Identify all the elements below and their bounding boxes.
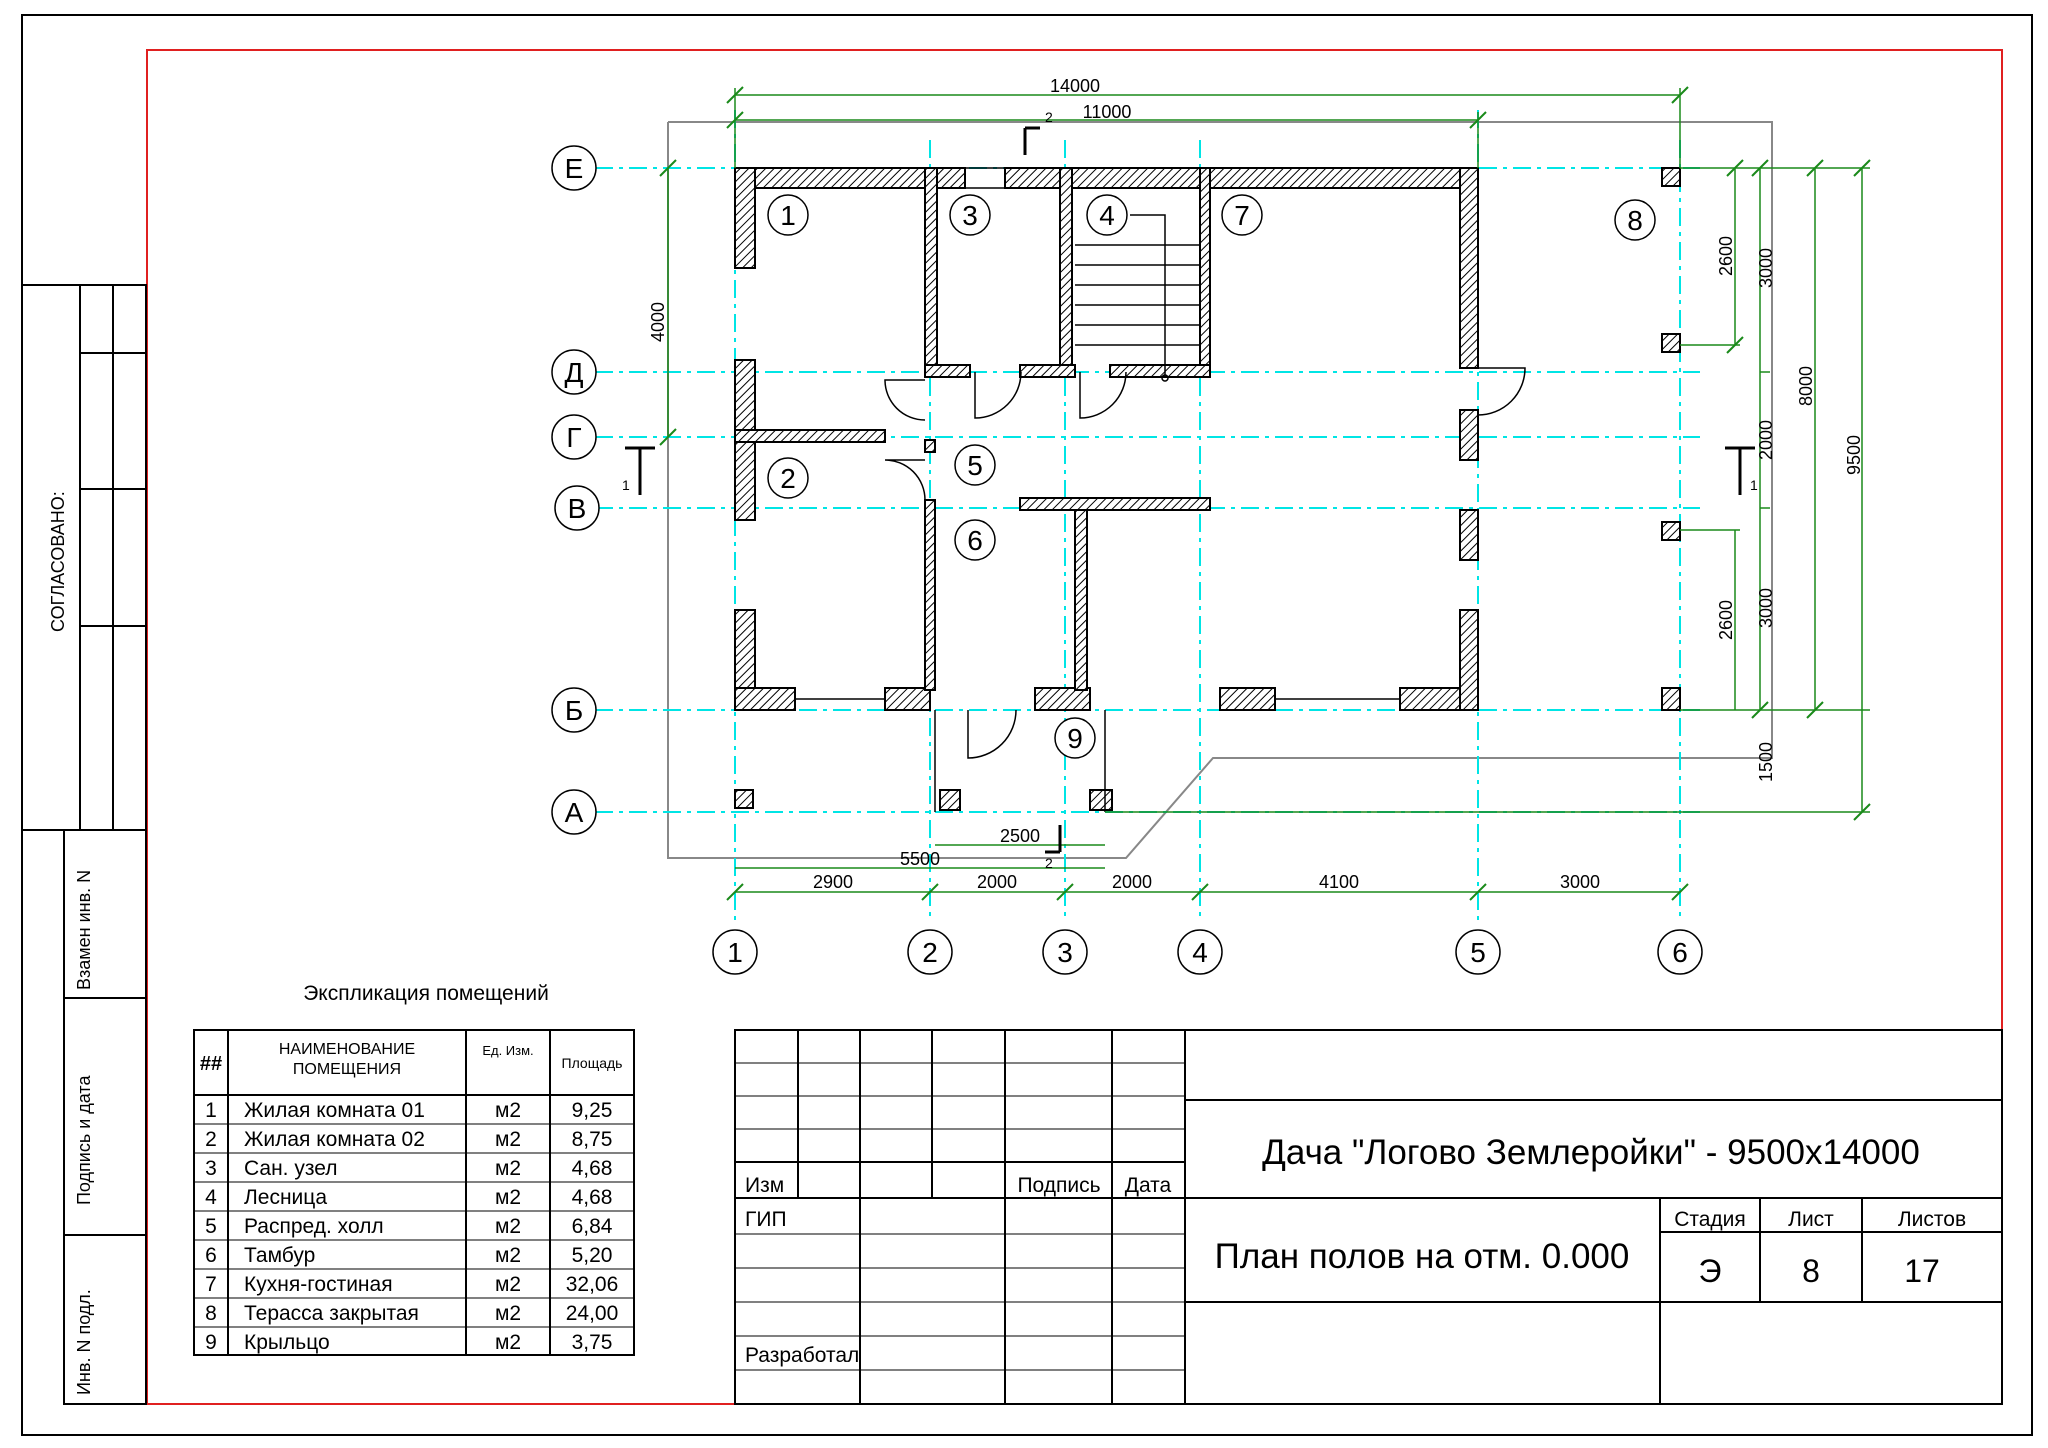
walls [735,168,1680,810]
explication-cell: м2 [494,1157,522,1180]
axis-marker-G [552,415,596,459]
svg-text:В: В [567,493,587,524]
svg-text:1: 1 [780,200,796,231]
replace-inv-label: Взамен инв. N [74,869,94,990]
sheet-number-label: Лист [1788,1208,1834,1231]
dim-bottom-2: 2000 [976,872,1018,892]
room-marker-3 [950,195,990,235]
axis-marker-D [552,350,596,394]
dim-right-mid-2000: 2000 [1756,419,1776,461]
dim-ticks [660,87,1870,900]
section-label-top: 2 [1045,109,1053,125]
explication-header-num: ## [199,1053,223,1075]
dim-left-4000: 4000 [648,301,668,343]
svg-text:4: 4 [1099,200,1115,231]
explication-cell: Кухня-гостиная [244,1273,393,1296]
explication-cell: 2 [205,1128,217,1151]
project-title: Дача "Логово Землеройки" - 9500х14000 [1262,1133,1920,1172]
agreed-label: СОГЛАСОВАНО: [48,491,68,632]
side-stamp [22,285,146,1404]
dim-right-top-2600: 2600 [1716,235,1736,277]
stair [1075,215,1200,381]
dim-right-bot-3000: 3000 [1756,587,1776,629]
explication-cell: 3,75 [571,1331,613,1354]
explication-title: Экспликация помещений [303,982,549,1005]
axis-marker-B [552,688,596,732]
dim-top-inner: 11000 [1082,102,1132,122]
data-label: Дата [1124,1174,1172,1197]
svg-text:Б: Б [564,695,584,726]
dim-top-total: 14000 [1049,76,1101,96]
explication-cell: Терасса закрытая [244,1302,419,1325]
inv-orig-label: Инв. N подл. [74,1289,94,1395]
axis-marker-2 [908,930,952,974]
dim-porch-2500: 2500 [999,826,1041,846]
explication-cell: м2 [494,1186,522,1209]
svg-text:Г: Г [566,422,582,453]
svg-text:9: 9 [1067,723,1083,754]
svg-text:6: 6 [967,525,983,556]
svg-text:2: 2 [780,463,796,494]
explication-cell: 32,06 [565,1273,619,1296]
svg-text:6: 6 [1672,937,1688,968]
explication-cell: 6 [205,1244,217,1267]
svg-text:5: 5 [1470,937,1486,968]
site-outline [668,122,1772,858]
explication-cell: м2 [494,1128,522,1151]
axis-marker-5 [1456,930,1500,974]
sheets-total-label: Листов [1897,1208,1967,1231]
room-markers [768,195,1655,758]
svg-text:7: 7 [1234,200,1250,231]
room-marker-2 [768,458,808,498]
svg-text:1: 1 [727,937,743,968]
svg-text:8: 8 [1627,205,1643,236]
explication-cell: м2 [494,1099,522,1122]
dim-5500: 5500 [899,849,941,869]
dim-right-top-3000: 3000 [1756,247,1776,289]
grid-lines [595,110,1700,920]
explication-cell: 4,68 [571,1157,613,1180]
explication-cell: 7 [205,1273,217,1296]
svg-text:Д: Д [564,357,584,388]
explication-cell: м2 [494,1302,522,1325]
explication-cell: 9 [205,1331,217,1354]
dim-bottom-5: 3000 [1559,872,1601,892]
explication-cell: 4 [205,1186,217,1209]
room-marker-6 [955,520,995,560]
dim-right-1500: 1500 [1756,741,1776,783]
podpis-label: Подпись [1017,1174,1101,1197]
axis-marker-1 [713,930,757,974]
explication-cell: Крыльцо [244,1331,330,1354]
explication-cell: м2 [494,1331,522,1354]
dim-bottom-4: 4100 [1318,872,1360,892]
room-marker-8 [1615,200,1655,240]
explication-cell: 6,84 [571,1215,613,1238]
room-marker-1 [768,195,808,235]
explication-cell: Тамбур [244,1244,316,1267]
explication-rows [205,1099,618,1354]
room-marker-4 [1087,195,1127,235]
section-label-right: 1 [1750,477,1758,493]
explication-cell: Сан. узел [244,1157,338,1180]
explication-cell: 3 [205,1157,217,1180]
sheets-total-value: 17 [1904,1253,1940,1289]
explication-cell: 8,75 [571,1128,613,1151]
sheet-number-value: 8 [1802,1253,1820,1289]
svg-text:5: 5 [967,450,983,481]
svg-text:3: 3 [962,200,978,231]
explication-cell: Лесница [244,1186,327,1209]
room-marker-5 [955,445,995,485]
sign-date-label: Подпись и дата [74,1075,94,1205]
explication-header-name: НАИМЕНОВАНИЕ ПОМЕЩЕНИЯ [278,1041,416,1078]
svg-text:3: 3 [1057,937,1073,968]
svg-text:4: 4 [1192,937,1208,968]
explication-cell: 24,00 [565,1302,619,1325]
dim-right-9500: 9500 [1844,434,1864,476]
explication-cell: 1 [205,1099,217,1122]
izm-label: Изм [745,1174,785,1197]
axis-marker-6 [1658,930,1702,974]
dim-right-8000: 8000 [1796,365,1816,407]
axis-marker-3 [1043,930,1087,974]
floor-plan [552,76,1870,974]
svg-text:Е: Е [564,153,584,184]
gip-label: ГИП [745,1208,787,1231]
number-axes [713,930,1702,974]
explication-cell: 9,25 [571,1099,613,1122]
dim-right-bot-2600: 2600 [1716,599,1736,641]
dimension-lines [668,88,1870,892]
svg-text:2: 2 [922,937,938,968]
explication-cell: 5 [205,1215,217,1238]
stage-label: Стадия [1674,1208,1746,1231]
explication-cell: м2 [494,1273,522,1296]
axis-marker-A [552,790,596,834]
letter-axes [552,146,599,834]
axis-marker-V [555,486,599,530]
section-label-bottom: 2 [1045,855,1053,871]
explication-header-unit: Ед. Изм. [482,1043,534,1058]
explication-cell: 4,68 [571,1186,613,1209]
explication-cell: Жилая комната 01 [244,1099,425,1122]
stage-value: Э [1698,1253,1722,1289]
explication-cell: 5,20 [571,1244,613,1267]
room-marker-9 [1055,718,1095,758]
doors [885,368,1525,812]
explication-cell: м2 [494,1244,522,1267]
svg-text:А: А [564,797,584,828]
axis-marker-E [552,146,596,190]
explication-cell: 8 [205,1302,217,1325]
dim-bottom-1: 2900 [812,872,854,892]
section-label-left: 1 [622,477,630,493]
sheet-title: План полов на отм. 0.000 [1214,1237,1630,1276]
explication-cell: Распред. холл [244,1215,384,1238]
room-marker-7 [1222,195,1262,235]
explication-cell: м2 [494,1215,522,1238]
explication-header-area: Площадь [561,1055,623,1071]
dim-bottom-3: 2000 [1111,872,1153,892]
explication-cell: Жилая комната 02 [244,1128,425,1151]
razrabotal-label: Разработал [745,1344,860,1367]
axis-marker-4 [1178,930,1222,974]
